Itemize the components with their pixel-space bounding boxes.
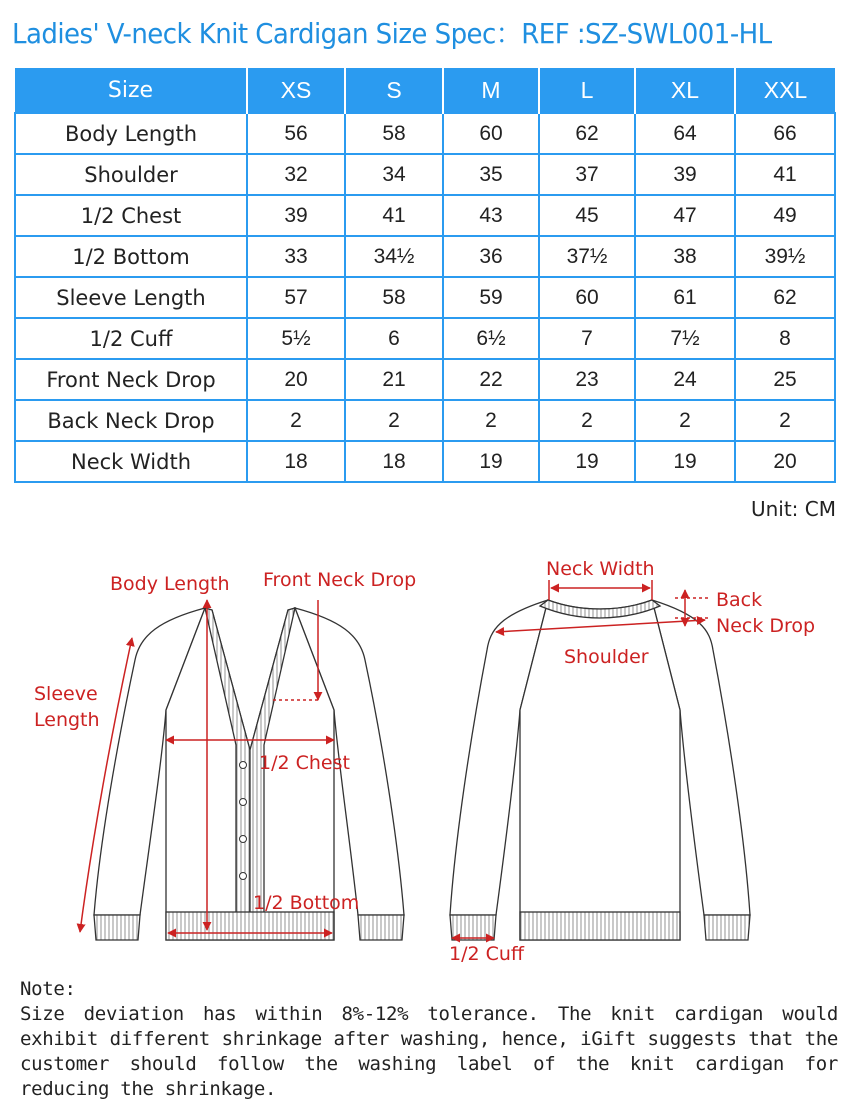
label-back-neck-drop: Neck Drop xyxy=(716,615,816,637)
table-cell: 56 xyxy=(247,113,345,154)
table-cell: 58 xyxy=(345,113,443,154)
table-row xyxy=(15,154,835,195)
label-front-neck-drop: Front Neck Drop xyxy=(263,569,417,591)
label-half-cuff: 1/2 Cuff xyxy=(449,943,525,965)
table-cell: 47 xyxy=(635,195,735,236)
unit-label: Unit: CM xyxy=(750,497,836,521)
table-cell: 2 xyxy=(443,400,539,441)
size-header-cell: XS xyxy=(247,68,345,113)
row-label: Front Neck Drop xyxy=(15,359,247,400)
table-cell: 2 xyxy=(735,400,835,441)
size-header-cell: L xyxy=(539,68,635,113)
table-row xyxy=(15,400,835,441)
table-cell: 59 xyxy=(443,277,539,318)
row-label: 1/2 Chest xyxy=(15,195,247,236)
note-section xyxy=(20,977,838,1102)
label-half-chest: 1/2 Chest xyxy=(259,752,350,774)
table-cell: 22 xyxy=(443,359,539,400)
table-cell: 60 xyxy=(443,113,539,154)
row-label: Body Length xyxy=(15,113,247,154)
row-label: Back Neck Drop xyxy=(15,400,247,441)
table-header-row xyxy=(15,68,835,113)
table-cell: 25 xyxy=(735,359,835,400)
size-header-cell: XXL xyxy=(735,68,835,113)
table-cell: 6 xyxy=(345,318,443,359)
row-label: 1/2 Cuff xyxy=(15,318,247,359)
row-label: Neck Width xyxy=(15,441,247,482)
table-row xyxy=(15,113,835,154)
table-cell: 19 xyxy=(635,441,735,482)
table-cell: 41 xyxy=(735,154,835,195)
table-cell: 66 xyxy=(735,113,835,154)
table-cell: 61 xyxy=(635,277,735,318)
table-cell: 49 xyxy=(735,195,835,236)
label-shoulder: Shoulder xyxy=(564,646,649,668)
table-cell: 18 xyxy=(247,441,345,482)
table-cell: 7½ xyxy=(635,318,735,359)
size-column-header: Size xyxy=(15,68,247,113)
label-half-bottom: 1/2 Bottom xyxy=(253,892,360,914)
table-cell: 24 xyxy=(635,359,735,400)
table-cell: 39 xyxy=(635,154,735,195)
table-cell: 18 xyxy=(345,441,443,482)
table-cell: 36 xyxy=(443,236,539,277)
table-cell: 62 xyxy=(735,277,835,318)
size-spec-table xyxy=(14,68,836,483)
table-cell: 38 xyxy=(635,236,735,277)
table-cell: 8 xyxy=(735,318,835,359)
table-cell: 19 xyxy=(539,441,635,482)
table-cell: 2 xyxy=(345,400,443,441)
table-row xyxy=(15,277,835,318)
table-cell: 39½ xyxy=(735,236,835,277)
table-row xyxy=(15,195,835,236)
table-row xyxy=(15,441,835,482)
table-cell: 7 xyxy=(539,318,635,359)
table-cell: 32 xyxy=(247,154,345,195)
table-cell: 20 xyxy=(247,359,345,400)
label-sleeve: Sleeve xyxy=(34,683,98,705)
table-cell: 37½ xyxy=(539,236,635,277)
table-cell: 34 xyxy=(345,154,443,195)
table-row xyxy=(15,359,835,400)
table-cell: 5½ xyxy=(247,318,345,359)
note-heading: Note: xyxy=(20,978,76,1000)
table-cell: 43 xyxy=(443,195,539,236)
measurement-diagram xyxy=(0,540,850,970)
table-cell: 2 xyxy=(539,400,635,441)
row-label: 1/2 Bottom xyxy=(15,236,247,277)
size-header-cell: XL xyxy=(635,68,735,113)
table-cell: 62 xyxy=(539,113,635,154)
table-cell: 64 xyxy=(635,113,735,154)
table-cell: 6½ xyxy=(443,318,539,359)
table-cell: 58 xyxy=(345,277,443,318)
table-cell: 57 xyxy=(247,277,345,318)
table-cell: 37 xyxy=(539,154,635,195)
table-row xyxy=(15,236,835,277)
table-cell: 33 xyxy=(247,236,345,277)
label-neck-width: Neck Width xyxy=(546,558,655,580)
label-body-length: Body Length xyxy=(110,573,230,595)
row-label: Sleeve Length xyxy=(15,277,247,318)
table-cell: 21 xyxy=(345,359,443,400)
table-cell: 20 xyxy=(735,441,835,482)
table-cell: 35 xyxy=(443,154,539,195)
label-back: Back xyxy=(716,589,763,611)
table-cell: 60 xyxy=(539,277,635,318)
size-header-cell: M xyxy=(443,68,539,113)
table-cell: 41 xyxy=(345,195,443,236)
table-cell: 34½ xyxy=(345,236,443,277)
table-cell: 23 xyxy=(539,359,635,400)
page-title: Ladies' V-neck Knit Cardigan Size Spec：REF :SZ-SWL001-HL xyxy=(12,17,772,50)
front-cardigan-drawing xyxy=(94,608,404,940)
size-header-cell: S xyxy=(345,68,443,113)
note-text: Size deviation has within 8%-12% tolerance. The knit cardigan would exhibit different shrinkage after washing, hence, iGift suggests that the customer should follow the washing label of the knit cardigan for reducing the shrinkage. xyxy=(20,1003,838,1100)
table-cell: 45 xyxy=(539,195,635,236)
label-sleeve-length: Length xyxy=(34,709,100,731)
table-row xyxy=(15,318,835,359)
table-cell: 2 xyxy=(247,400,345,441)
table-cell: 19 xyxy=(443,441,539,482)
table-cell: 2 xyxy=(635,400,735,441)
row-label: Shoulder xyxy=(15,154,247,195)
table-cell: 39 xyxy=(247,195,345,236)
